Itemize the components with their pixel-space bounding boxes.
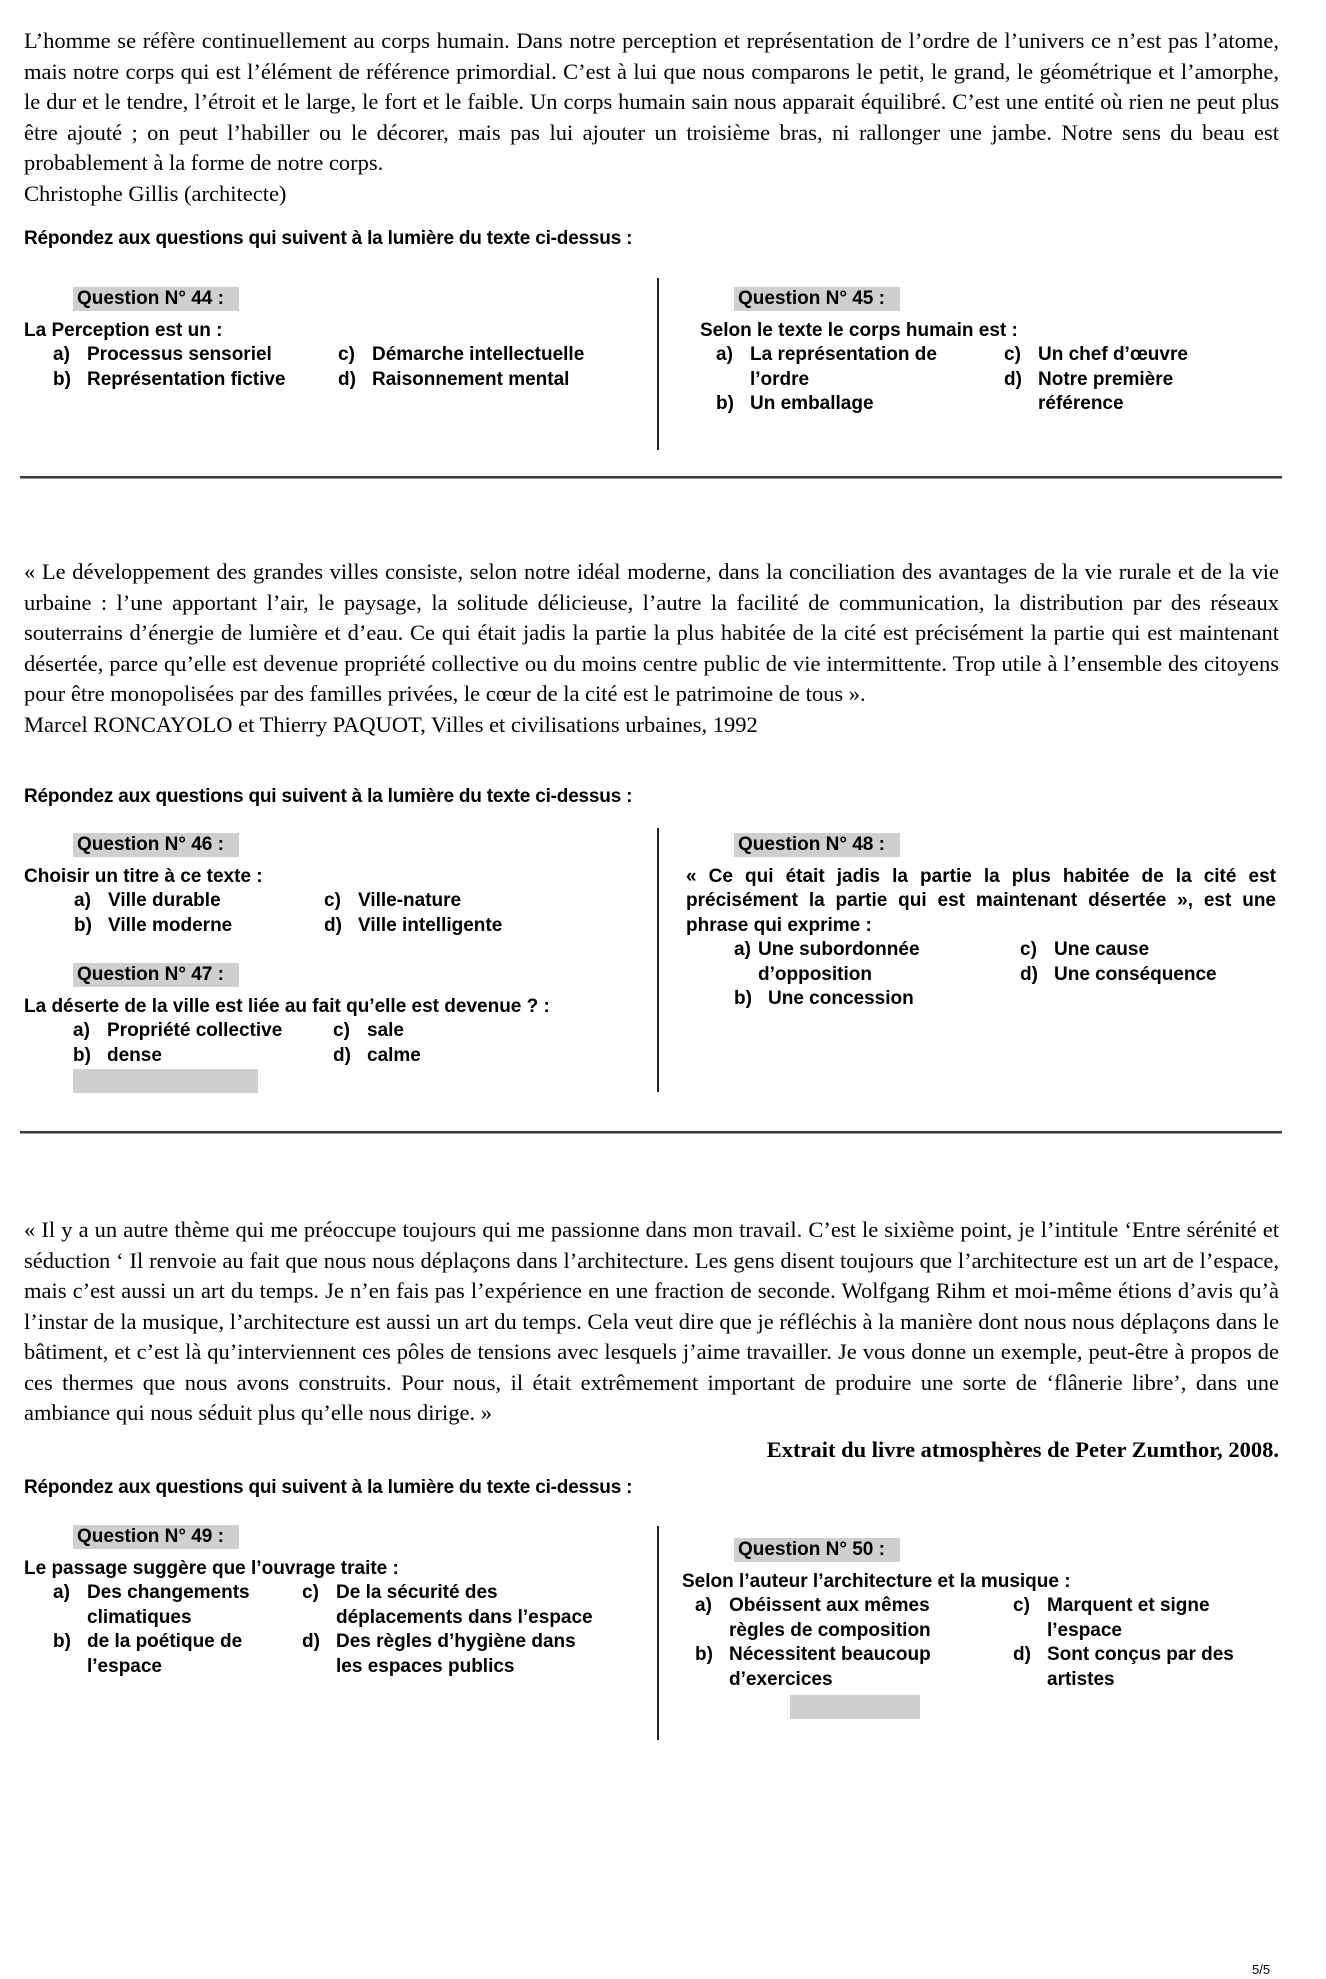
- option-b[interactable]: b) de la poétique de l’espace: [53, 1631, 243, 1677]
- passage-1: [24, 26, 1279, 209]
- passage-text: L’homme se réfère continuellement au corps humain. Dans notre perception et représentation de l’ordre de l’univers ce n’est pas l’atome, mais notre corps qui est l’élément de référence primordial. C’est à lui que nous comparons le petit, le grand, le géométrique et l’amorphe, le dur et le tendre, l’étroit et le large, le fort et le faible. Un corps humain sain nous apparait équilibré. C’est une entité où rien ne peut plus être ajouté ; on peut l’habiller ou le décorer, mais pas lui ajouter un troisième bras, ni rallonger une jambe. Notre sens du beau est probablement à la forme de notre corps.: [24, 28, 1279, 175]
- question-prompt: Selon l’auteur l’architecture et la musique :: [682, 1570, 1071, 1592]
- option-c[interactable]: c) Un chef d’œuvre: [1004, 344, 1188, 365]
- option-b[interactable]: b) Représentation fictive: [53, 368, 286, 390]
- question-label: Question N° 48 :: [734, 833, 900, 857]
- section-divider: [20, 1131, 1282, 1134]
- option-c[interactable]: c) Démarche intellectuelle: [338, 344, 585, 365]
- instruction: Répondez aux questions qui suivent à la lumière du texte ci-dessus :: [24, 1477, 633, 1498]
- option-a[interactable]: a) Ville durable: [74, 890, 221, 911]
- question-50: [682, 1538, 1282, 1719]
- instruction: Répondez aux questions qui suivent à la lumière du texte ci-dessus :: [24, 786, 633, 807]
- question-prompt: Le passage suggère que l’ouvrage traite :: [24, 1557, 399, 1579]
- option-c[interactable]: c) Marquent et signe l’espace: [1013, 1595, 1210, 1641]
- option-b[interactable]: b) Une concession: [734, 988, 914, 1009]
- question-label: Question N° 45 :: [734, 287, 900, 311]
- option-c[interactable]: c) Une cause: [1020, 939, 1150, 960]
- option-c[interactable]: c) De la sécurité des déplacements dans l’espace: [302, 1582, 593, 1628]
- option-b[interactable]: b) Ville moderne: [74, 914, 233, 936]
- question-label: Question N° 50 :: [734, 1538, 900, 1562]
- option-a[interactable]: a) Propriété collective: [73, 1020, 283, 1041]
- option-d[interactable]: d) calme: [333, 1044, 421, 1066]
- passage-source: Marcel RONCAYOLO et Thierry PAQUOT, Villes et civilisations urbaines, 1992: [24, 711, 758, 737]
- option-a[interactable]: a) Des changements climatiques: [53, 1582, 250, 1628]
- option-d[interactable]: d) Des règles d’hygiène dans les espaces publics: [302, 1631, 576, 1677]
- column-divider: [657, 1526, 659, 1740]
- option-d[interactable]: d) Raisonnement mental: [338, 368, 570, 390]
- question-prompt: « Ce qui était jadis la partie la plus habitée de la cité est précisément la partie qui est maintenant désertée », est une phrase qui exprime :: [686, 865, 1276, 936]
- question-prompt: La déserte de la ville est liée au fait qu’elle est devenue ? :: [24, 995, 550, 1017]
- option-b[interactable]: b) dense: [73, 1044, 162, 1066]
- passage-text: « Le développement des grandes villes consiste, selon notre idéal moderne, dans la conciliation des avantages de la vie rurale et de la vie urbaine : l’une apportant l’air, le paysage, la solitude délicieuse, l’autre la facilité de communication, la distribution par des réseaux souterrains d’énergie de lumière et d’eau. Ce qui était jadis la partie la plus habitée de la cité est précisément la partie qui est maintenant désertée, parce qu’elle est devenue propriété collective ou du moins centre public de vie intermittente. Trop utile à l’ensemble des citoyens pour être monopolisées par des familles privées, le cœur de la cité est le patrimoine de tous ».: [24, 559, 1279, 706]
- page-number: 5/5: [1252, 1962, 1271, 1977]
- question-label: Question N° 46 :: [73, 833, 239, 857]
- question-46: [24, 833, 644, 938]
- question-prompt: Selon le texte le corps humain est :: [700, 319, 1018, 341]
- answer-box[interactable]: [73, 1069, 258, 1093]
- passage-source: Christophe Gillis (architecte): [24, 180, 287, 206]
- option-c[interactable]: c) Ville-nature: [324, 890, 462, 911]
- question-label: Question N° 49 :: [73, 1525, 239, 1549]
- option-b[interactable]: b) Nécessitent beaucoup d’exercices: [695, 1644, 931, 1690]
- option-b[interactable]: b) Un emballage: [716, 393, 874, 414]
- question-label: Question N° 44 :: [73, 287, 239, 311]
- option-a[interactable]: a) La représentation de l’ordre: [716, 344, 937, 390]
- option-d[interactable]: d) Une conséquence: [1020, 963, 1217, 985]
- question-label: Question N° 47 :: [73, 963, 239, 987]
- question-prompt: La Perception est un :: [24, 319, 223, 341]
- question-47: [24, 963, 654, 1093]
- passage-2: [24, 557, 1279, 740]
- option-a[interactable]: a) Processus sensoriel: [53, 344, 272, 365]
- section-divider: [20, 476, 1282, 479]
- option-d[interactable]: d) Ville intelligente: [324, 914, 503, 936]
- column-divider: [657, 828, 659, 1092]
- question-prompt: Choisir un titre à ce texte :: [24, 865, 263, 887]
- question-44: [24, 287, 644, 392]
- option-d[interactable]: d) Notre première référence: [1004, 368, 1174, 414]
- passage-text: « Il y a un autre thème qui me préoccupe toujours qui me passionne dans mon travail. C’est le sixième point, je l’intitule ‘Entre sérénité et séduction ‘ Il renvoie au fait que nous nous déplaçons dans l’architecture. Les gens disent toujours que l’architecture est un art de l’espace, mais c’est aussi un art du temps. Je n’en fais pas l’expérience en une fraction de seconde. Wolfgang Rihm et moi-même étions d’avis qu’à l’instar de la musique, l’architecture est aussi un art du temps. Cela veut dire que je réfléchis à la manière dont nous nous déplaçons dans le bâtiment, et c’est là qu’interviennent ces pôles de tensions avec lesquels j’aime travailler. Je vous donne un exemple, peut-être à propos de ces thermes que nous avons construits. Pour nous, il était extrêmement important de produire une sorte de ‘flânerie libre’, dans une ambiance qui nous séduit plus qu’elle nous dirige. »: [24, 1217, 1279, 1425]
- question-48: [686, 833, 1276, 1012]
- passage-3: [24, 1215, 1279, 1465]
- question-49: [24, 1525, 644, 1679]
- question-45: [700, 287, 1280, 417]
- answer-box[interactable]: [790, 1695, 920, 1719]
- option-d[interactable]: d) Sont conçus par des artistes: [1013, 1644, 1234, 1690]
- column-divider: [657, 278, 659, 450]
- option-a[interactable]: a) Une subordonnée d’opposition: [734, 939, 920, 985]
- option-c[interactable]: c) sale: [333, 1020, 404, 1041]
- option-a[interactable]: a) Obéissent aux mêmes règles de composition: [695, 1595, 931, 1641]
- passage-source: Extrait du livre atmosphères de Peter Zumthor, 2008.: [766, 1436, 1279, 1462]
- instruction: Répondez aux questions qui suivent à la lumière du texte ci-dessus :: [24, 228, 633, 249]
